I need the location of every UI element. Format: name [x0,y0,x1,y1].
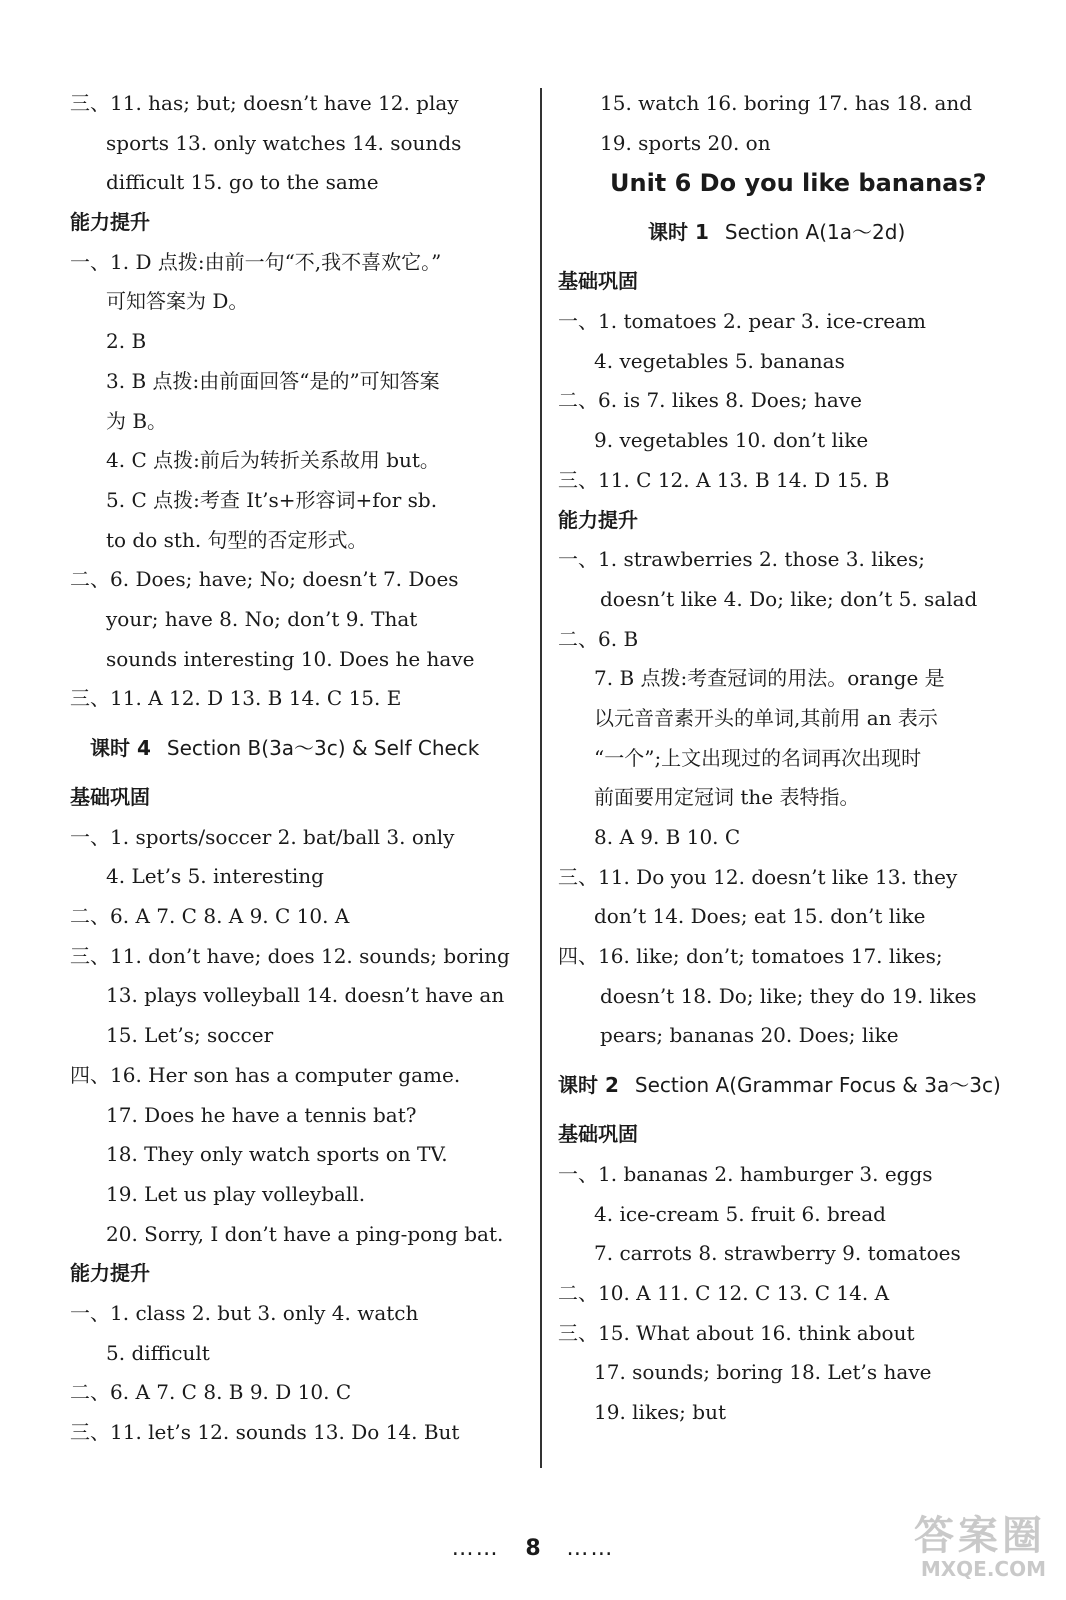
answer-line: 17. Does he have a tennis bat? [106,1102,417,1127]
answer-line: 19. Let us play volleyball. [106,1181,366,1206]
watermark-logo [846,1514,1046,1584]
answer-line: difficult 15. go to the same [106,170,379,195]
answer-line: 15. watch 16. boring 17. has 18. and [600,91,973,115]
page-number: 8 [525,1536,541,1561]
answer-line: 19. likes; but [594,1399,726,1424]
lesson-header [558,1056,1018,1115]
section-heading: 能力提升 [70,1261,150,1286]
answer-line: 三、11. C 12. A 13. B 14. D 15. B [558,467,890,492]
left-column [70,84,525,1453]
answer-line: 二、10. A 11. C 12. C 13. C 14. A [558,1280,890,1305]
answer-line: 一、1. sports/soccer 2. bat/ball 3. only [70,824,455,849]
answer-line: 4. C 点拨:前后为转折关系故用 but。 [106,448,440,473]
answer-line: 一、1. bananas 2. hamburger 3. eggs [558,1161,933,1186]
answer-line: 一、1. strawberries 2. those 3. likes; [558,547,926,572]
footer-dots-right: …… [566,1536,615,1561]
answer-line: 4. Let’s 5. interesting [106,864,324,889]
section-heading: 基础巩固 [70,785,150,809]
answer-line: 二、6. Does; have; No; doesn’t 7. Does [70,567,459,592]
lesson-title: Section A(Grammar Focus & 3a～3c) [634,1073,1001,1098]
answer-line: 二、6. B [558,626,639,651]
answer-line: 可知答案为 D。 [106,289,249,314]
answer-line: 15. Let’s; soccer [106,1023,274,1048]
answer-line: 13. plays volleyball 14. doesn’t have an [106,983,505,1008]
watermark-main: 答案圈 [914,1513,1046,1559]
lesson-header [70,719,525,778]
answer-line: don’t 14. Does; eat 15. don’t like [594,904,926,929]
section-heading: 基础巩固 [558,269,638,294]
answer-line: your; have 8. No; don’t 9. That [106,606,418,631]
answer-line: 三、11. has; but; doesn’t have 12. play [70,91,459,115]
answer-line: 二、6. A 7. C 8. B 9. D 10. C [70,1380,352,1405]
answer-line: 以元音音素开头的单词,其前用 an 表示 [594,705,938,730]
answer-line: “一个”;上文出现过的名词再次出现时 [594,745,922,770]
answer-line: 2. B [106,329,147,354]
answer-line: 三、15. What about 16. think about [558,1320,915,1345]
lesson-number: 课时 4 [90,736,151,760]
answer-line: sports 13. only watches 14. sounds [106,130,462,155]
right-column [558,84,1018,1433]
answer-line: 5. difficult [106,1340,210,1365]
watermark-url: MXQE.COM [920,1557,1046,1581]
answer-line: 三、11. don’t have; does 12. sounds; boring [70,943,510,968]
answer-line: 四、16. Her son has a computer game. [70,1062,461,1087]
answer-line: 一、1. D 点拨:由前一句“不,我不喜欢它。” [70,249,442,274]
lesson-number: 课时 1 [648,220,709,245]
answer-line: 四、16. like; don’t; tomatoes 17. likes; [558,944,943,969]
answer-line: 17. sounds; boring 18. Let’s have [594,1360,932,1385]
answer-line: pears; bananas 20. Does; like [600,1023,899,1048]
answer-line: 为 B。 [106,408,168,433]
unit-title: Unit 6 Do you like bananas? [610,169,987,198]
answer-line: to do sth. 句型的否定形式。 [106,527,368,552]
lesson-title: Section B(3a～3c) & Self Check [166,736,480,760]
answer-line: sounds interesting 10. Does he have [106,646,475,671]
answer-line: 三、11. let’s 12. sounds 13. Do 14. But [70,1420,460,1444]
answer-line: 一、1. tomatoes 2. pear 3. ice-cream [558,309,926,334]
section-heading: 能力提升 [558,507,638,532]
answer-line: 三、11. A 12. D 13. B 14. C 15. E [70,686,402,711]
answer-line: 18. They only watch sports on TV. [106,1142,448,1167]
answer-line: 一、1. class 2. but 3. only 4. watch [70,1300,419,1325]
answer-line: 8. A 9. B 10. C [594,825,741,849]
answer-line: 二、6. is 7. likes 8. Does; have [558,388,862,413]
answer-line: 5. C 点拨:考查 It’s+形容词+for sb. [106,487,438,512]
answer-line: 19. sports 20. on [600,130,771,155]
lesson-title: Section A(1a～2d) [724,220,906,245]
section-heading: 基础巩固 [558,1122,638,1147]
lesson-number: 课时 2 [558,1073,619,1098]
lesson-header [558,203,1018,262]
column-divider [540,88,542,1468]
answer-line: doesn’t 18. Do; like; they do 19. likes [600,983,977,1008]
answer-line: 7. carrots 8. strawberry 9. tomatoes [594,1241,961,1266]
answer-line: 二、6. A 7. C 8. A 9. C 10. A [70,904,350,929]
section-heading: 能力提升 [70,210,150,235]
answer-line: 前面要用定冠词 the 表特指。 [594,785,860,810]
answer-line: 4. ice-cream 5. fruit 6. bread [594,1201,886,1226]
answer-line: 4. vegetables 5. bananas [594,348,845,373]
answer-line: 20. Sorry, I don’t have a ping-pong bat. [106,1221,504,1246]
answer-line: 7. B 点拨:考查冠词的用法。orange 是 [594,666,945,691]
answer-line: 3. B 点拨:由前面回答“是的”可知答案 [106,368,440,393]
answer-line: 9. vegetables 10. don’t like [594,428,869,453]
answer-line: doesn’t like 4. Do; like; don’t 5. salad [600,586,978,611]
answer-line: 三、11. Do you 12. doesn’t like 13. they [558,864,958,889]
footer-dots-left: …… [451,1536,500,1561]
